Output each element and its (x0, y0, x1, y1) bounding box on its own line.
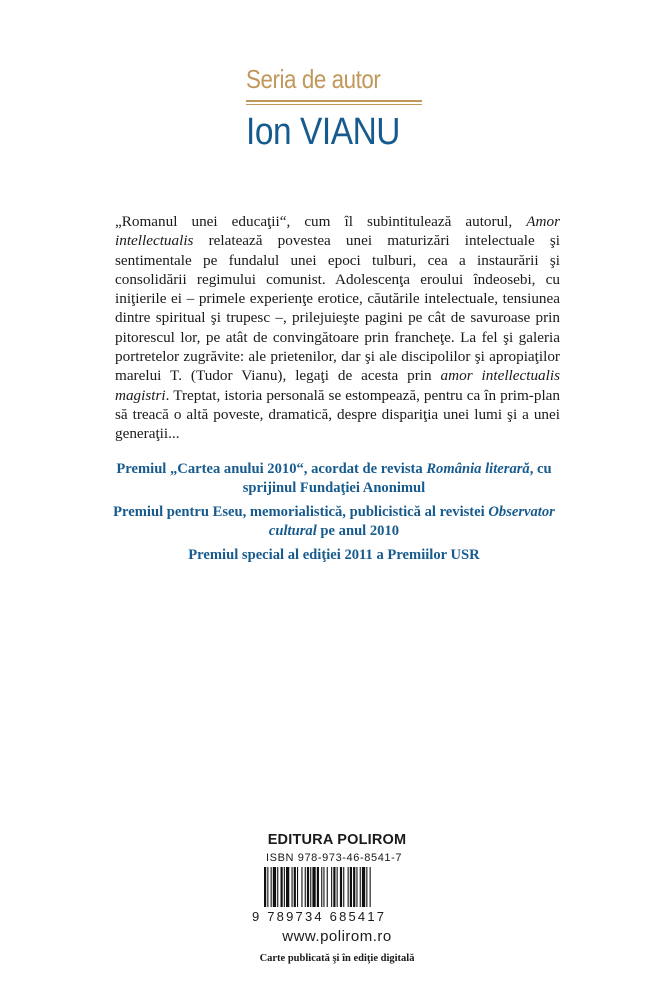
barcode-digits: 9 789734 685417 (252, 909, 387, 924)
award-italic: Observator cultural (268, 504, 555, 539)
blurb-italic-title: Amor intellectualis (115, 213, 560, 250)
award-item (100, 546, 568, 565)
digital-edition-note: Carte publicată şi în ediţie digitală (259, 953, 415, 964)
blurb-text-2: relatează povestea unei maturizări intelectuale şi sentimentale pe fundalul unei epoci tulburi, cea a instaurării şi consolidării regimului comunist. Adolescenţa eroului îndeosebi, cu iniţierile ei – primele experienţe erotice, căutările intelectuale, tensiunea dintre spiritual şi trupesc –, prilejuieşte pagini pe cât de savuroase prin pitorescul lor, pe atât de convingătoare prin francheţe. La fel şi galeria portretelor zugrăvite: ale prietenilor, dar şi ale discipolilor şi apropiaţilor marelui T. (Tudor Vianu), legaţi de acesta prin (115, 232, 560, 385)
awards-list (100, 460, 568, 571)
award-text: pe anul 2010 (316, 522, 400, 539)
award-text: Premiul special al ediţiei 2011 a Premiilor USR (188, 547, 480, 563)
series-rule-bottom (246, 104, 422, 105)
award-item (100, 503, 568, 540)
award-text: , cu sprijinul Fundaţiei Anonimul (242, 461, 552, 496)
blurb-text-3: . Treptat, istoria personală se estompează, pentru ca în prim-plan să treacă o altă poveste, dramatică, despre dispariţia unei lumi şi a unei generaţii... (115, 386, 560, 443)
publisher-website[interactable]: www.polirom.ro (282, 928, 392, 945)
award-item (100, 460, 568, 497)
blurb-text-1: „Romanul unei educaţii“, cum îl subintitulează autorul, (115, 213, 527, 230)
barcode-icon (264, 867, 412, 913)
publisher-name: EDITURA POLIROM (267, 832, 407, 848)
series-rule-top (246, 100, 422, 102)
award-text: Premiul pentru Eseu, memorialistică, publicistică al revistei (113, 504, 489, 520)
series-author: Ion VIANU (246, 111, 401, 153)
series-title: Seria de autor (246, 64, 381, 94)
series-header (246, 62, 424, 155)
blurb-italic-phrase: amor intellectualis magistri (115, 367, 560, 404)
isbn-number: ISBN 978-973-46-8541-7 (266, 852, 403, 864)
award-italic: România literară (426, 461, 530, 477)
award-text: Premiul „Cartea anului 2010“, acordat de revista (116, 461, 427, 477)
back-cover-blurb (115, 212, 560, 444)
publisher-block (252, 830, 422, 964)
barcode-area (252, 867, 422, 923)
